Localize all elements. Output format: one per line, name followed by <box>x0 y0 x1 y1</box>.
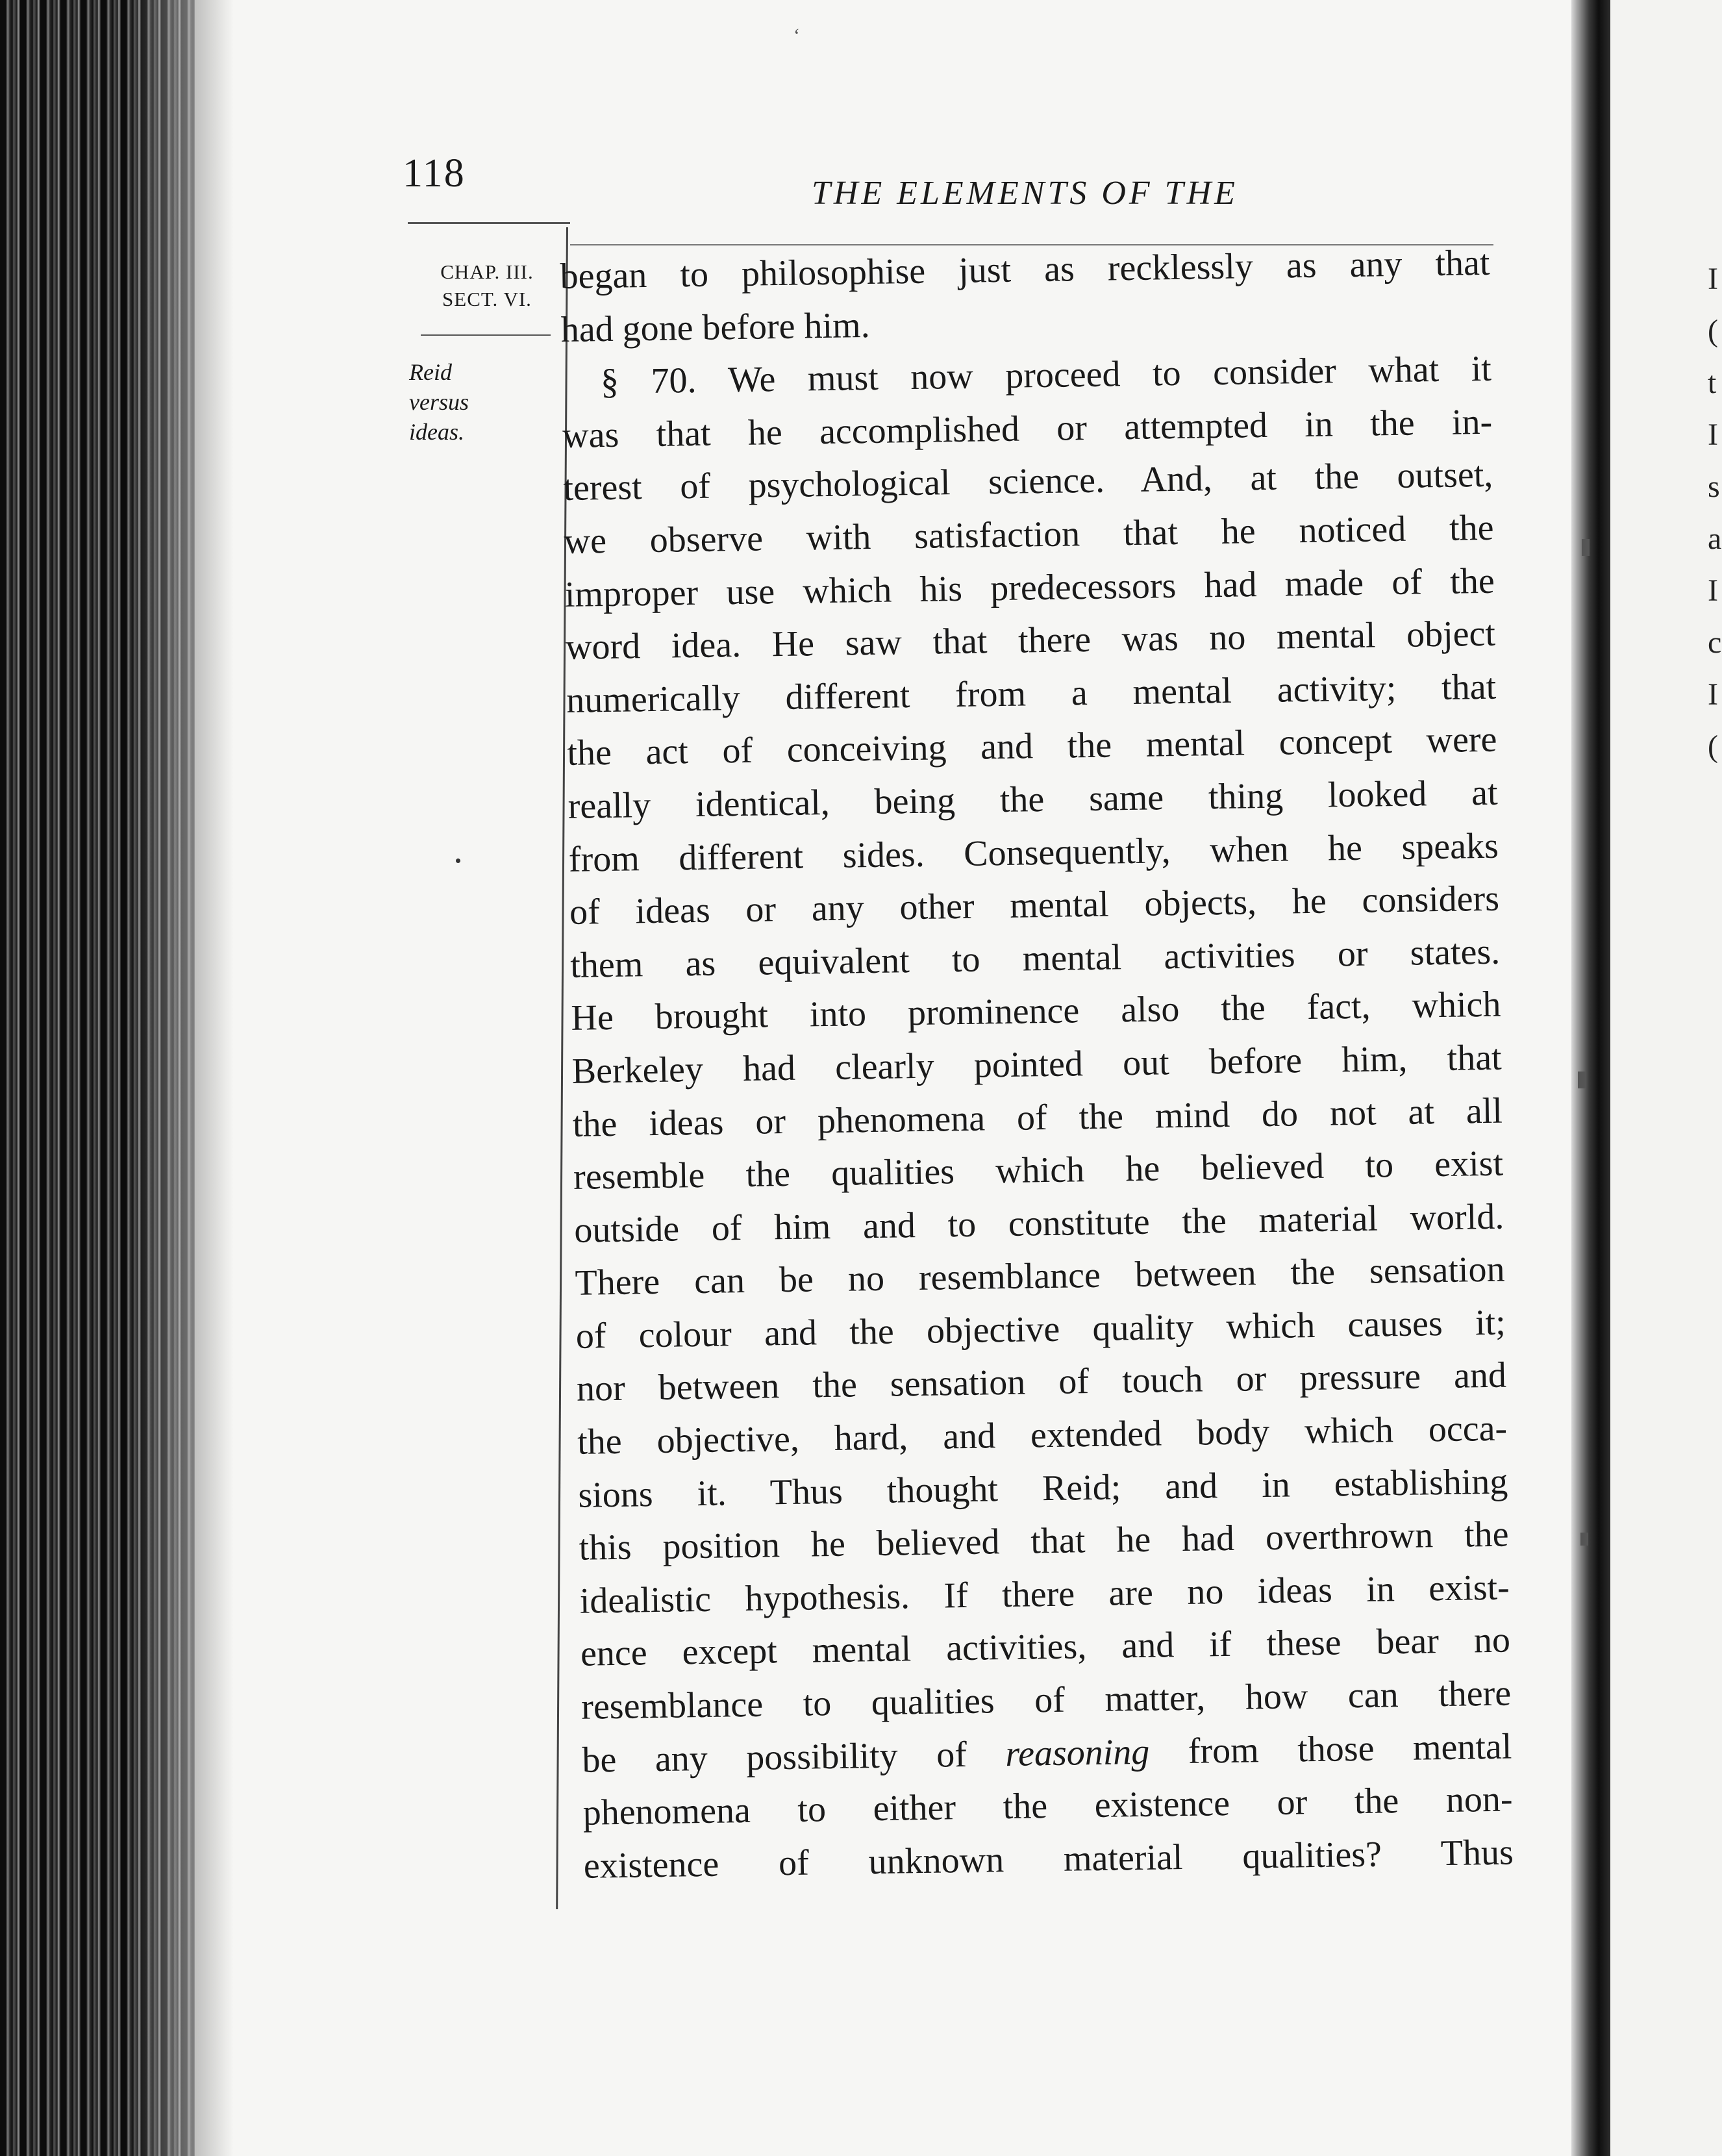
text-line: improper use which his predecessors had made of the <box>564 560 1495 615</box>
margin-rule <box>421 334 551 336</box>
text-line: resemblance to qualities of matter, how can there <box>580 1673 1512 1727</box>
running-head-title: THE ELEMENTS OF THE <box>812 175 1238 212</box>
ink-speck <box>456 859 460 863</box>
text-line: the ideas or phenomena of the mind do not at all <box>572 1090 1503 1145</box>
text-line: idealistic hypothesis. If there are no ideas in exist- <box>579 1567 1510 1622</box>
chapter-section-label <box>416 258 558 313</box>
facing-page <box>1610 0 1722 2156</box>
text-line: we observe with satisfaction that he noticed the <box>564 507 1494 562</box>
gutter-mark <box>1578 1072 1586 1088</box>
chapter-label: CHAP. III. <box>440 260 534 283</box>
text-line: numerically different from a mental activity; that <box>566 666 1497 721</box>
emphasis-word: reasoning <box>1004 1731 1150 1774</box>
book-gutter <box>1571 0 1610 2156</box>
gutter-mark <box>1580 1533 1588 1546</box>
text-line: ence except mental activities, and if these bear no <box>580 1620 1511 1675</box>
body-text <box>560 237 1514 1893</box>
facing-page-letter: s <box>1708 470 1720 504</box>
facing-page-letter: c <box>1708 625 1722 660</box>
spine-page-edges <box>130 0 201 2156</box>
facing-page-text <box>1708 253 1722 773</box>
text-line: Berkeley had clearly pointed out before him, that <box>571 1037 1503 1092</box>
text-line: outside of him and to constitute the material world. <box>573 1196 1504 1251</box>
facing-page-letter: a <box>1708 521 1722 556</box>
text-line: phenomena to either the existence or the non- <box>582 1779 1513 1833</box>
section-label: SECT. VI. <box>442 288 532 310</box>
facing-page-letter: I <box>1708 262 1718 296</box>
text-line: the objective, hard, and extended body which occa- <box>577 1408 1508 1462</box>
text-line: had gone before him. <box>560 305 871 350</box>
text-line: from different sides. Consequently, when he speaks <box>568 825 1499 880</box>
text-line: resemble the qualities which he believed to exist <box>573 1143 1504 1197</box>
text-run: from those mental <box>1149 1726 1512 1772</box>
facing-page-letter: ( <box>1708 314 1718 348</box>
text-line: existence of unknown material qualities? Thus <box>583 1832 1514 1886</box>
page-number: 118 <box>403 151 466 195</box>
text-run: be any possibility of <box>582 1733 1006 1781</box>
text-line: He brought into prominence also the fact, which <box>571 984 1501 1039</box>
sidenote-line: ideas. <box>409 419 464 445</box>
sidenote <box>409 357 539 447</box>
text-line: of colour and the objective quality which causes it; <box>575 1302 1506 1357</box>
text-line: word idea. He saw that there was no mental object <box>565 613 1496 668</box>
text-line: sions it. Thus thought Reid; and in establishing <box>577 1461 1508 1516</box>
sidenote-line: versus <box>409 389 469 415</box>
text-line: was that he accomplished or attempted in the in- <box>562 401 1493 456</box>
stray-mark: ‘ <box>793 25 800 46</box>
page-binding-shadow <box>195 0 234 2156</box>
text-line: them as equivalent to mental activities or states. <box>569 931 1501 986</box>
text-line: this position he believed that he had overthrown the <box>579 1514 1509 1569</box>
text-line: nor between the sensation of touch or pressure and <box>576 1355 1507 1410</box>
sidenote-line: Reid <box>409 359 452 385</box>
text-line: began to philosophise just as recklessly as any that <box>560 242 1490 297</box>
facing-page-letter: I <box>1708 677 1718 712</box>
text-line: the act of conceiving and the mental concept were <box>567 720 1497 774</box>
facing-page-letter: t <box>1708 366 1717 400</box>
facing-page-letter: I <box>1708 573 1718 608</box>
text-line: really identical, being the same thing looked at <box>568 772 1498 827</box>
text-line: of ideas or any other mental objects, he considers <box>569 878 1500 933</box>
text-line: There can be no resemblance between the sensation <box>575 1249 1505 1304</box>
text-line: terest of psychological science. And, at the outset, <box>562 455 1493 509</box>
head-rule <box>408 222 570 224</box>
facing-page-letter: ( <box>1708 729 1718 764</box>
gutter-mark <box>1582 539 1590 556</box>
facing-page-letter: I <box>1708 418 1718 452</box>
paragraph-start: § 70. We must now proceed to consider what it <box>600 348 1492 403</box>
